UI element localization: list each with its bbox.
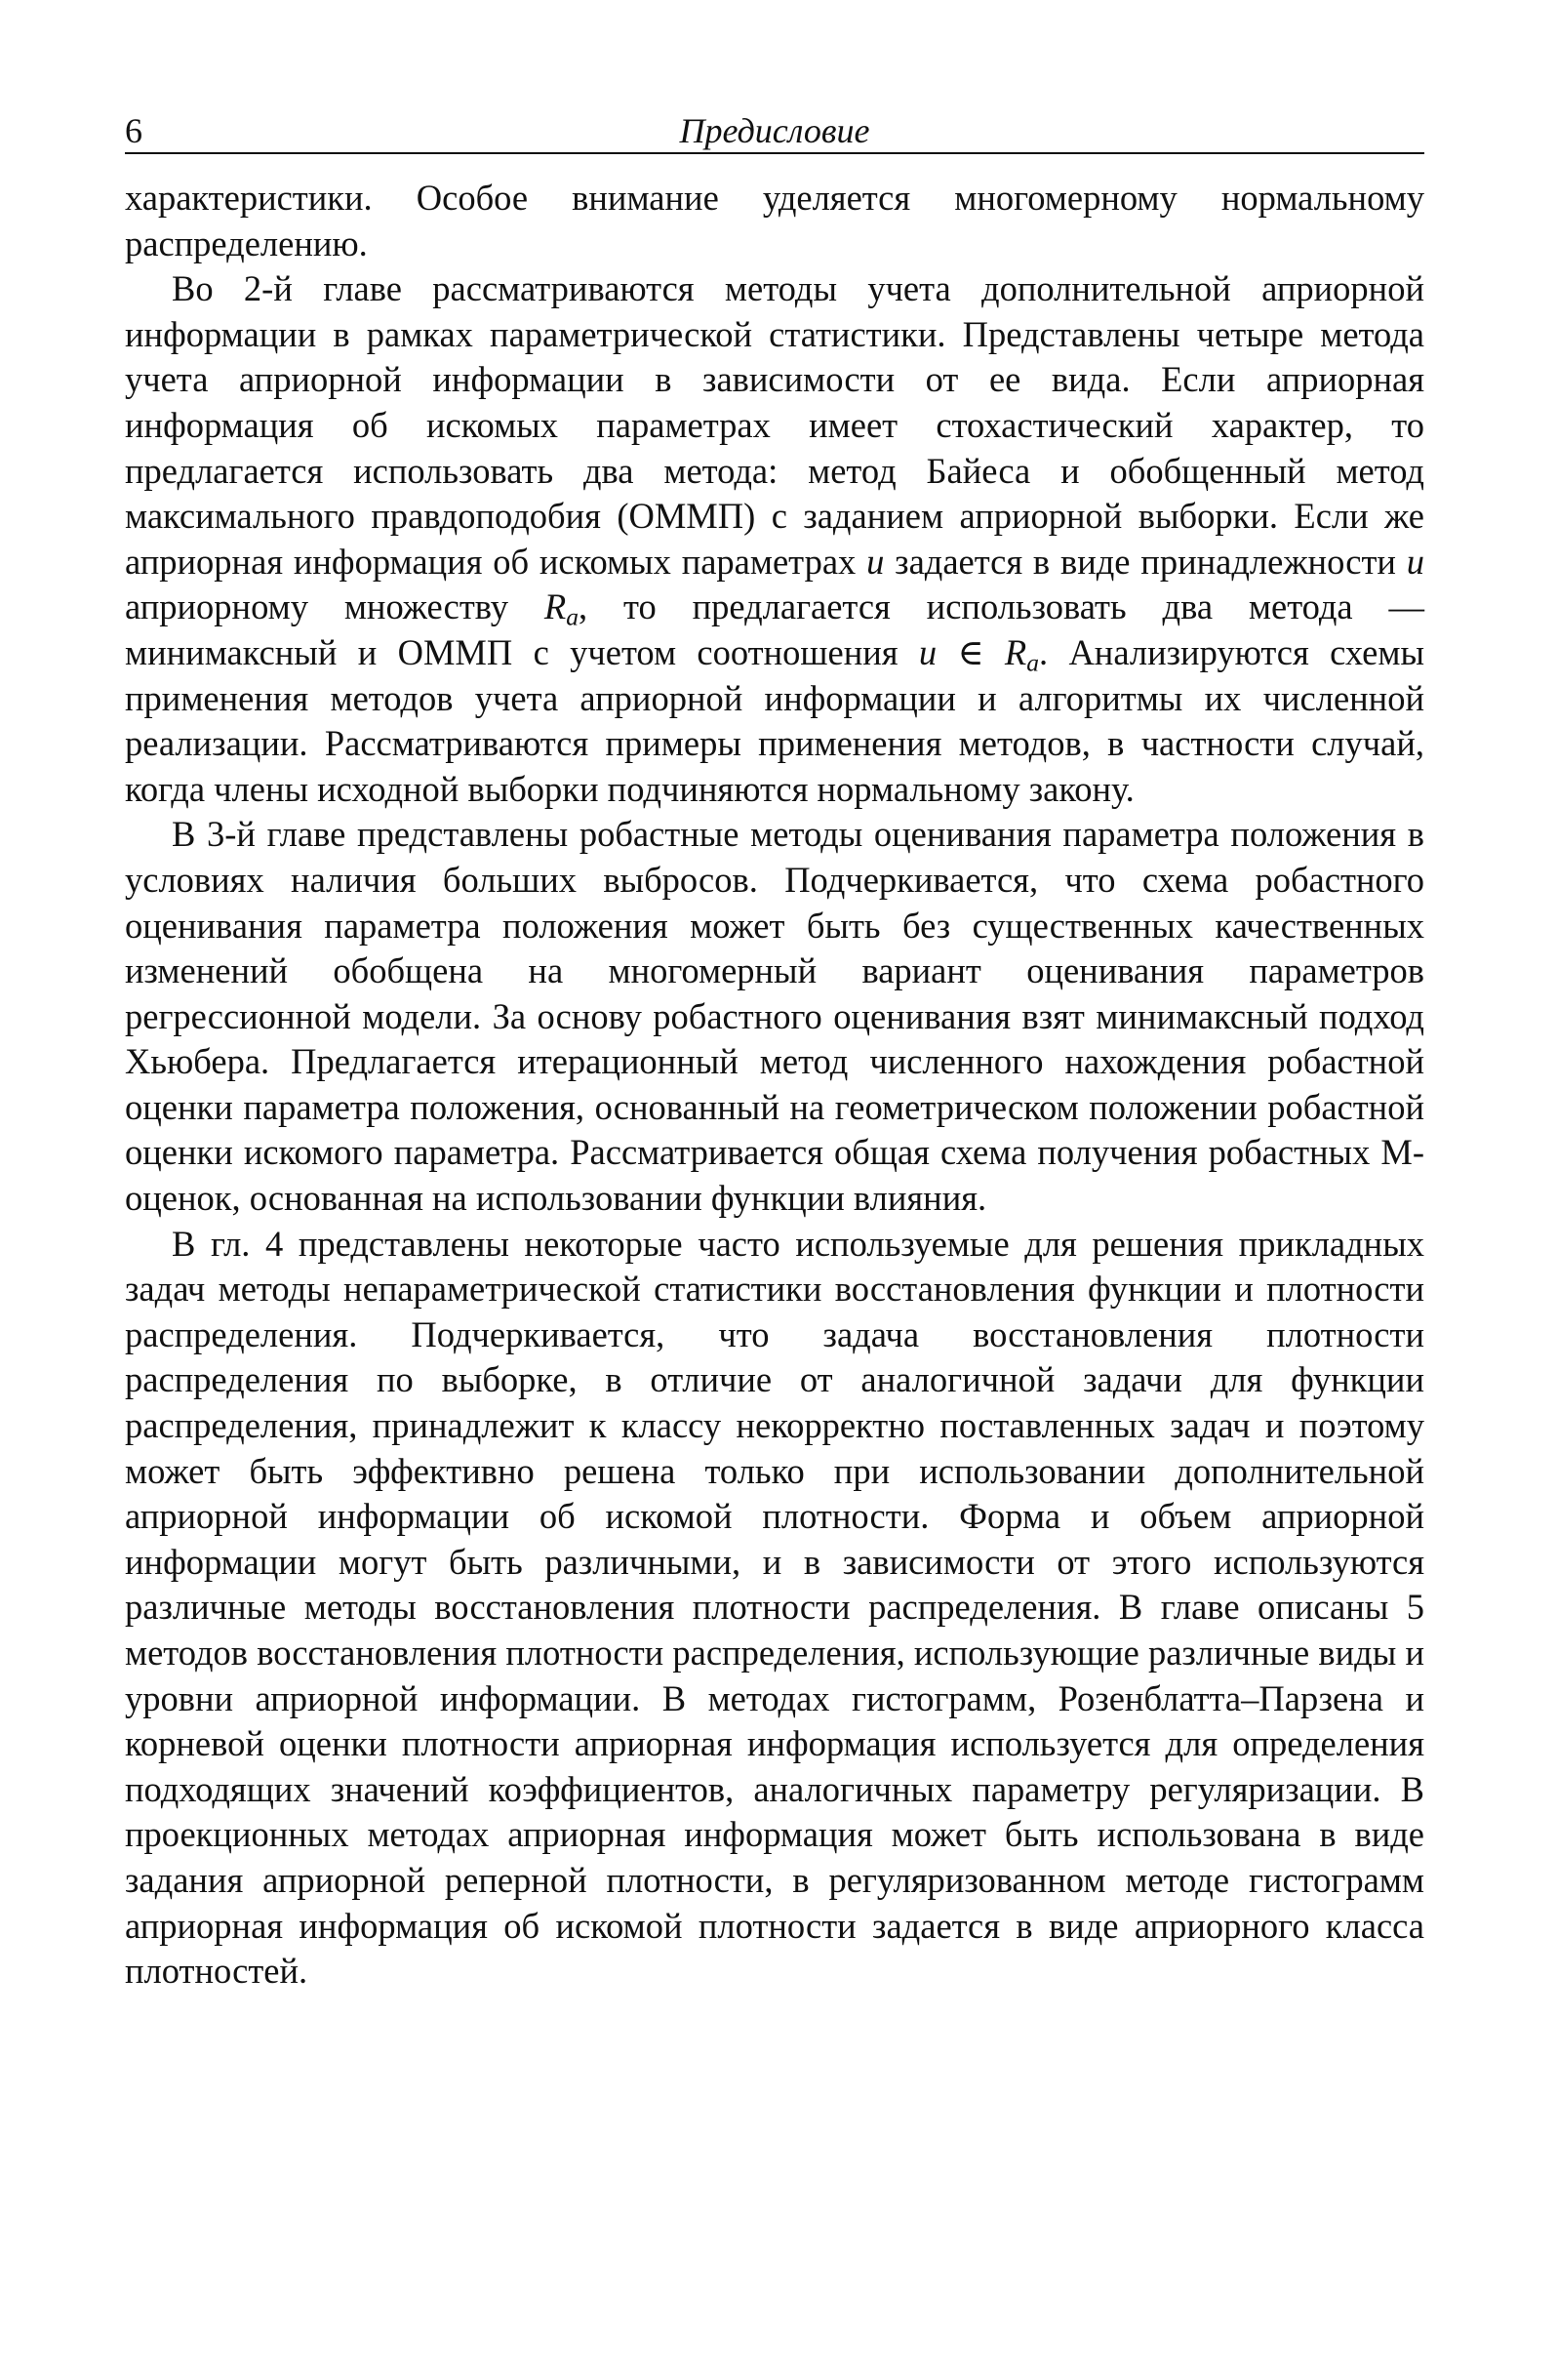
element-of-symbol: ∈ xyxy=(937,631,1005,672)
math-variable-u: u xyxy=(918,631,938,672)
paragraph-2-text-b: задается в виде принадлежности xyxy=(884,541,1407,582)
paragraph-2-text-d: , то предлагается использовать два метода — минимаксный и ОММП с учетом соотношения xyxy=(125,586,1424,672)
paragraph-2-text-e: . Анализируются схемы применения методов учета априорной информации и алгоритмы их численной реализации. Рассматриваются примеры применения методов, в частности случай, когда члены исходной выборки подчиняются нормальному закону. xyxy=(125,631,1424,809)
body-text xyxy=(125,176,1424,1995)
paragraph-2-text-a: Во 2-й главе рассматриваются методы учета дополнительной априорной информации в рамках параметрической статистики. Представлены четыре метода учета априорной информации в зависимости от ее вида. Если априорная информация об искомых параметрах имеет стохастический характер, то предлагается использовать два метода: метод Байеса и обобщенный метод максимального правдоподобия (ОММП) с заданием априорной выборки. Если же априорная информация об искомых параметрах xyxy=(125,268,1424,582)
math-symbol-r: R xyxy=(1004,631,1027,672)
math-set-r-a xyxy=(543,586,579,631)
page-number: 6 xyxy=(125,111,142,150)
paragraph-2 xyxy=(125,266,1424,812)
math-symbol-r: R xyxy=(543,586,567,627)
paragraph-3: В 3-й главе представлены робастные методы оценивания параметра положения в условиях наличия больших выбросов. Подчеркивается, что схема робастного оценивания параметра положения может быть без существенных качественных изменений обобщена на многомерный вариант оценивания параметров регрессионной модели. За основу робастного оценивания взят минимаксный подход Хьюбера. Предлагается итерационный метод численного нахождения робастной оценки параметра положения, основанный на геометрическом положении робастной оценки искомого параметра. Рассматривается общая схема получения робастных М-оценок, основанная на использовании функции влияния. xyxy=(125,814,1424,1219)
math-variable-u: u xyxy=(1406,541,1424,582)
paragraph-4: В гл. 4 представлены некоторые часто используемые для решения прикладных задач методы непараметрической статистики восстановления функции и плотности распределения. Подчеркивается, что задача восстановления плотности распределения по выборке, в отличие от аналогичной задачи для функции распределения, принадлежит к классу некорректно поставленных задач и поэтому может быть эффективно решена только при использовании дополнительной априорной информации об искомой плотности. Форма и объем априорной информации могут быть различными, и в зависимости от этого используются различные методы восстановления плотности распределения. В главе описаны 5 методов восстановления плотности распределения, использующие различные виды и уровни априорной информации. В методах гистограмм, Розенблатта–Парзена и корневой оценки плотности априорная информация используется для определения подходящих значений коэффициентов, аналогичных параметру регуляризации. В проекционных методах априорная информация может быть использована в виде задания априорной реперной плотности, в регуляризованном методе гистограмм априорная информация об искомой плотности задается в виде априорного класса плотностей. xyxy=(125,1223,1424,1992)
paragraph-1: характеристики. Особое внимание уделяется многомерному нормальному распределению. xyxy=(125,178,1424,263)
running-header xyxy=(125,109,1424,154)
running-header-title: Предисловие xyxy=(679,111,870,150)
paragraph-2-text-c: априорному множеству xyxy=(125,586,544,627)
math-subscript-a: a xyxy=(1026,648,1039,677)
math-variable-u: u xyxy=(866,541,885,582)
math-relation-u-in-r-a xyxy=(918,631,1039,677)
book-page xyxy=(125,109,1424,1995)
math-subscript-a: a xyxy=(566,602,579,631)
